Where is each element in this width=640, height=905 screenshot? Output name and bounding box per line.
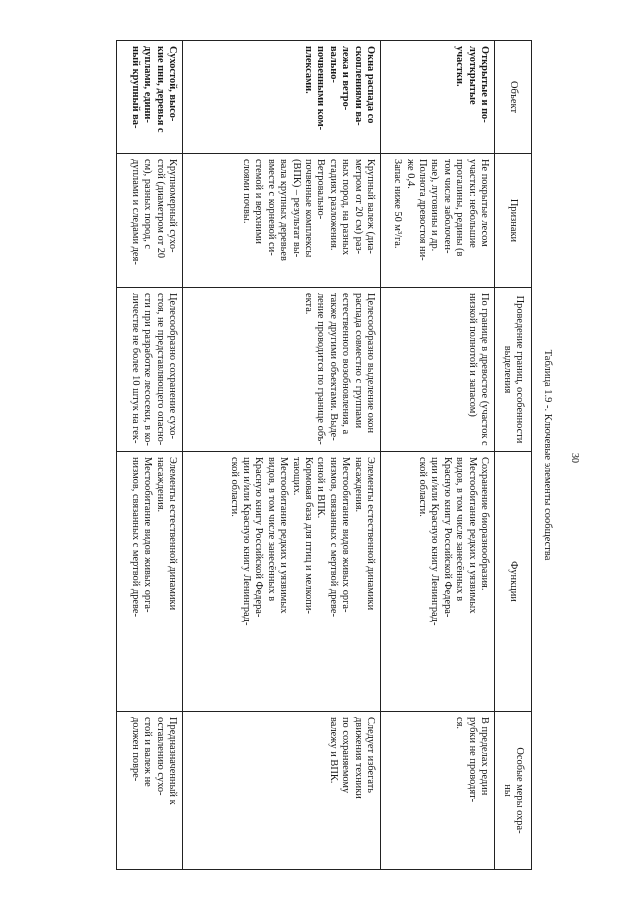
row-signs [182, 154, 380, 288]
cell-line: луоткрытые [466, 46, 478, 105]
row-signs [116, 154, 182, 288]
cell-line: движения техники [352, 717, 364, 799]
cell-line: почвенные комплексы [302, 159, 314, 258]
cell-line: также другими объектами. Выде- [327, 293, 339, 441]
cell-line: насаждения. [154, 457, 166, 513]
cell-line: вместе с корневой си- [265, 159, 277, 256]
cell-line: Функции [508, 561, 520, 602]
cell-line: Открытые и по- [479, 46, 490, 123]
cell-line: вала крупных деревьев [278, 159, 290, 261]
cell-line: участки. [454, 46, 466, 87]
cell-line: синой и ВПК. [315, 457, 327, 519]
row-borders [116, 288, 182, 452]
table-row [116, 40, 182, 870]
cell-line: Местообитание редких и уязвимых [466, 457, 478, 614]
cell-line: ный крупный ва- [129, 46, 141, 129]
cell-line: ся. [454, 717, 466, 729]
cell-line: Не покрытые лесом [479, 159, 490, 247]
cell-line: Сухостой, высо- [167, 46, 178, 122]
cell-line: ской области. [416, 457, 428, 517]
cell-line: Целесообразно выделение окон [365, 293, 376, 434]
cell-line: стой и валеж не [142, 717, 154, 787]
cell-line: (ВПК) – результат вы- [290, 159, 302, 258]
cell-line: Особые меры охра- [514, 747, 526, 834]
cell-line: кие пни, деревья с [154, 46, 166, 133]
cell-line: ные), луговины и др. [429, 159, 441, 252]
cell-line: По границе в древостое (участок с [479, 293, 490, 446]
cell-line: екта. [302, 293, 314, 315]
cell-line: по сохраняемому [340, 717, 352, 794]
header-functions [494, 452, 532, 712]
cell-line: естественного возобновления, а [340, 293, 352, 435]
cell-line: плексами. [302, 46, 314, 94]
row-measures [182, 712, 380, 870]
cell-line: Крупный валеж (диа- [365, 159, 376, 254]
cell-line: слоями почвы. [240, 159, 252, 224]
cell-line: Красную книгу Российской Федера- [253, 457, 265, 618]
cell-line: скоплениями ва- [352, 46, 364, 126]
header-signs [494, 154, 532, 288]
cell-line: Объект [508, 81, 520, 113]
cell-line: стемой и верхними [253, 159, 265, 244]
cell-line: Кормовая база для птиц и мелкопи- [302, 457, 314, 614]
row-functions [380, 452, 494, 712]
cell-line: валежу и ВПК. [327, 717, 339, 784]
cell-line: рубки не проводят- [466, 717, 478, 803]
cell-line: ции и/или Красную книгу Ленинград- [240, 457, 252, 626]
cell-line: Запас ниже 50 м³/га. [392, 159, 404, 249]
header-object [494, 40, 532, 154]
cell-line: Целесообразно сохранение сухо- [167, 293, 178, 439]
cell-line: видов, в том числе занесённых в [454, 457, 466, 602]
cell-line: же 0,4. [404, 159, 416, 189]
cell-line: выделения [502, 345, 513, 394]
cell-line: вально- [327, 46, 339, 83]
cell-line: сти при разработке лесосеки, в ко- [142, 293, 154, 446]
cell-line: дуплами, едини- [142, 46, 154, 123]
cell-line: низкой полнотой и запасом) [466, 293, 478, 417]
cell-line: дуплами и следами дея- [129, 159, 141, 265]
cell-line: ской области. [228, 457, 240, 517]
row-signs [380, 154, 494, 288]
row-object [380, 40, 494, 154]
cell-line: Следует избегать [365, 717, 376, 793]
cell-line: Элементы естественной динамики [167, 457, 178, 611]
cell-line: Сохранение биоразнообразия. [479, 457, 490, 591]
table-row [380, 40, 494, 870]
cell-line: стадиях разложения. [327, 159, 339, 251]
cell-line: почвенными ком- [315, 46, 327, 131]
row-object [116, 40, 182, 154]
cell-line: В пределах редин [479, 717, 490, 796]
cell-line: см), разных пород, с [142, 159, 154, 250]
rotated-table-page [116, 40, 560, 870]
cell-line: низмов, связанных с мертвой древе- [129, 457, 141, 617]
cell-line: ных пород, на разных [340, 159, 352, 256]
cell-line: ление проводится по границе объ- [315, 293, 327, 445]
cell-line: Элементы естественной динамики [365, 457, 376, 611]
cell-line: Полнота древостоя ни- [416, 159, 428, 261]
table-row [182, 40, 380, 870]
row-measures [380, 712, 494, 870]
cell-line: Предназначенный к [167, 717, 178, 805]
row-measures [116, 712, 182, 870]
cell-line: Крупномерный сухо- [167, 159, 178, 253]
cell-line: ны [502, 784, 513, 797]
table-header-row [494, 40, 532, 870]
page-number: 30 [569, 453, 580, 463]
cell-line: тающих. [290, 457, 302, 496]
table-caption: Таблица 1.9 -. Ключевые элементы сообщества [542, 349, 553, 561]
cell-line: личестве не более 10 штук на гек- [129, 293, 141, 444]
cell-line: стой (диаметром от 20 [154, 159, 166, 259]
cell-line: участки: небольшие [466, 159, 478, 248]
cell-line: Красную книгу Российской Федера- [441, 457, 453, 618]
cell-line: должен повре- [129, 717, 141, 782]
cell-line: Проведение границ, особенности [514, 295, 526, 444]
cell-line: том числе заболочен- [441, 159, 453, 254]
cell-line: лежа и ветро- [340, 46, 352, 111]
row-object [182, 40, 380, 154]
header-borders [494, 288, 532, 452]
key-elements-table [116, 40, 532, 870]
cell-line: Признаки [508, 198, 520, 243]
cell-line: стоя, не представляющего опасно- [154, 293, 166, 446]
cell-line: Окна распада со [365, 46, 376, 124]
cell-line: Местообитание видов живых орга- [142, 457, 154, 613]
cell-line: распада совместно с группами [352, 293, 364, 429]
cell-line: метром от 20 см) раз- [352, 159, 364, 255]
cell-line: Местообитание видов живых орга- [340, 457, 352, 613]
row-borders [182, 288, 380, 452]
cell-line: низмов, связанных с мертвой древе- [327, 457, 339, 617]
cell-line: видов, в том числе занесённых в [265, 457, 277, 602]
cell-line: Местообитание редких и уязвимых [278, 457, 290, 614]
cell-line: насаждения. [352, 457, 364, 513]
header-measures [494, 712, 532, 870]
cell-line: оставлению сухо- [154, 717, 166, 796]
cell-line: Ветровально- [315, 159, 327, 220]
row-borders [380, 288, 494, 452]
cell-line: ции и/или Красную книгу Ленинград- [429, 457, 441, 626]
cell-line: прогалины, редины (в [454, 159, 466, 257]
row-functions [116, 452, 182, 712]
row-functions [182, 452, 380, 712]
